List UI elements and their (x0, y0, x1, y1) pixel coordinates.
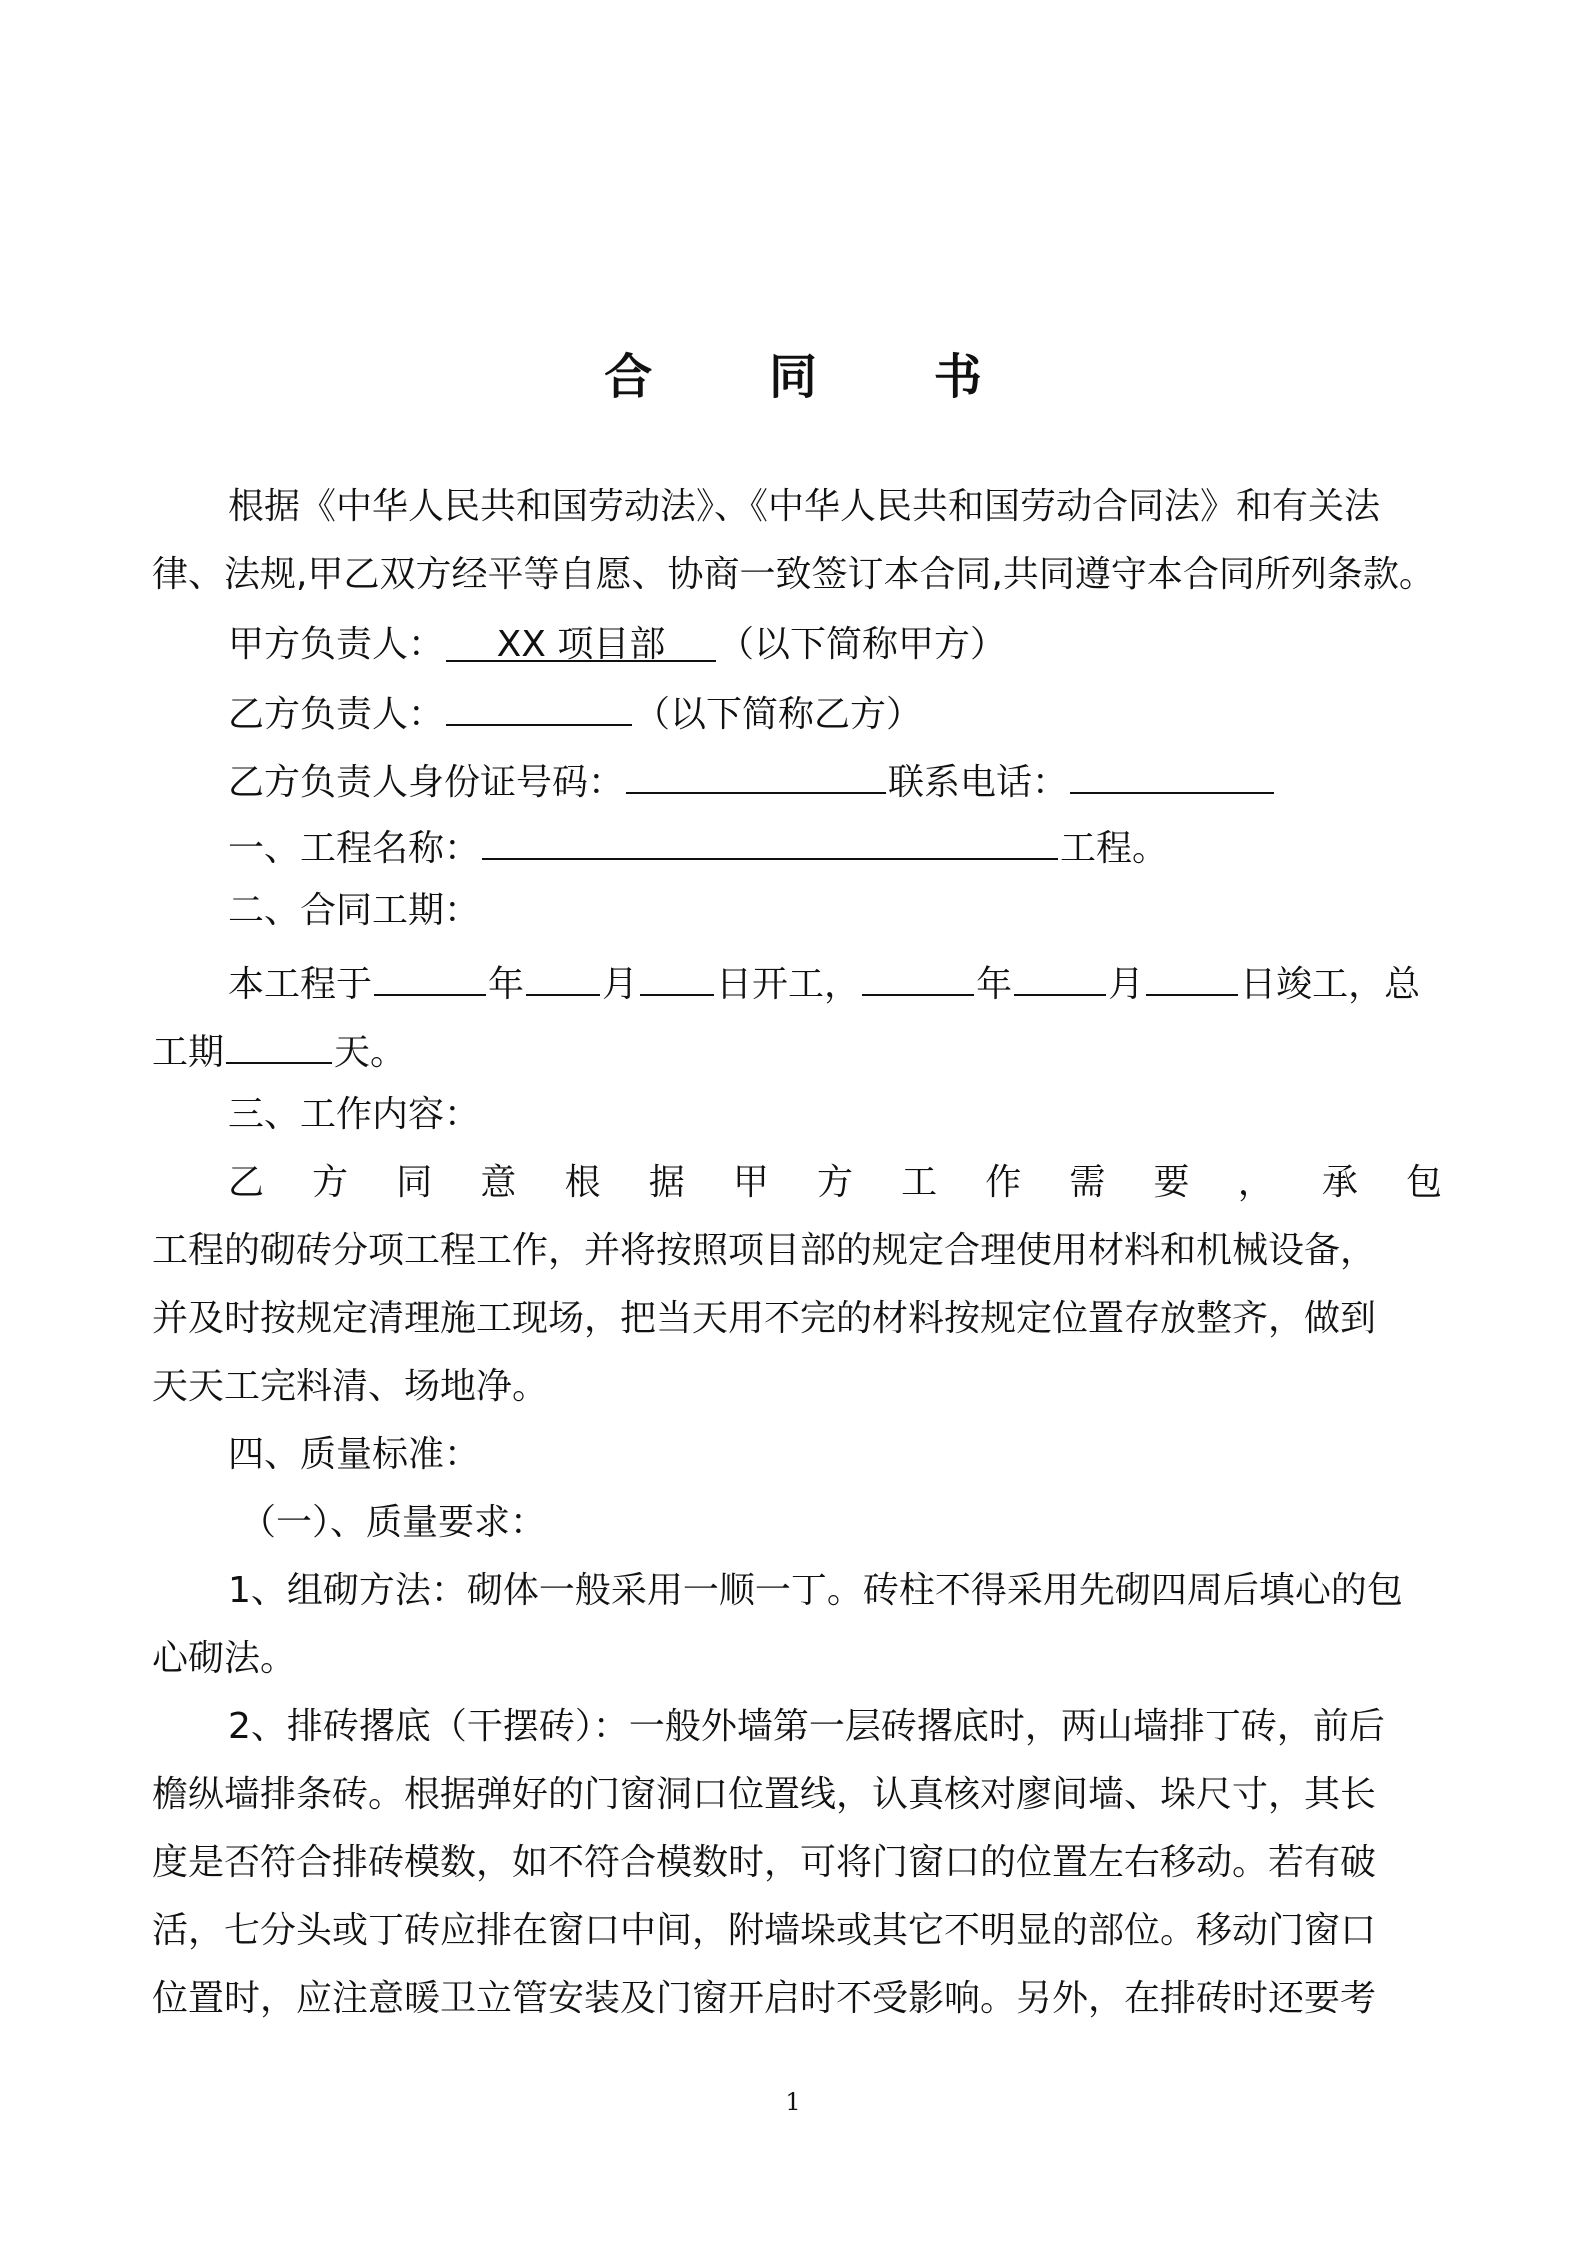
spread-char: 包 (1405, 1162, 1442, 1203)
month-label: 月 (602, 964, 639, 1005)
section-3-line-4: 天天工完料清、场地净。 (152, 1366, 549, 1407)
end-year-field[interactable] (862, 944, 974, 996)
intro-line-2: 律、法规,甲乙双方经平等自愿、协商一致签订本合同,共同遵守本合同所列条款。 (152, 554, 1435, 595)
item-2-line-3: 度是否符合排砖模数，如不符合模数时，可将门窗口的位置左右移动。若有破 (152, 1842, 1377, 1883)
section-1-line (228, 808, 1442, 878)
year-label: 年 (488, 964, 525, 1005)
spread-char: 要 (1153, 1162, 1190, 1203)
section-4-sub-1: （一）、质量要求： (240, 1502, 547, 1543)
party-b-label: 乙方负责人： (228, 694, 445, 735)
spread-char: 甲 (732, 1162, 769, 1203)
spread-char: 方 (312, 1162, 349, 1203)
party-b-note: （以下简称乙方） (634, 694, 923, 735)
spread-char: 工 (901, 1162, 938, 1203)
section-3-line-3: 并及时按规定清理施工现场，把当天用不完的材料按规定位置存放整齐，做到 (152, 1298, 1377, 1339)
spread-char: 乙 (228, 1162, 265, 1203)
intro-line-1: 根据《中华人民共和国劳动法》、《中华人民共和国劳动合同法》和有关法 (228, 486, 1381, 527)
spread-char: ， (1237, 1162, 1274, 1203)
item-1-line-1: 1、组砌方法：砌体一般采用一顺一丁。砖柱不得采用先砌四周后填心的包 (228, 1570, 1403, 1611)
year-label: 年 (976, 964, 1013, 1005)
phone-label: 联系电话： (888, 762, 1069, 803)
item-2-line-1: 2、排砖撂底（干摆砖）：一般外墙第一层砖撂底时，两山墙排丁砖，前后 (228, 1706, 1385, 1747)
section-1-label: 一、工程名称： (228, 828, 481, 869)
section-4-label: 四、质量标准： (228, 1434, 481, 1475)
party-b-value-field[interactable] (446, 674, 632, 726)
spread-char: 意 (480, 1162, 517, 1203)
start-month-field[interactable] (526, 944, 600, 996)
spread-char: 承 (1321, 1162, 1358, 1203)
section-3-line-2: 工程的砌砖分项工程工作，并将按照项目部的规定合理使用材料和机械设备， (152, 1230, 1377, 1271)
end-month-field[interactable] (1014, 944, 1106, 996)
spread-char: 方 (816, 1162, 853, 1203)
spread-char: 作 (985, 1162, 1022, 1203)
total-prefix: 工期 (152, 1032, 225, 1073)
project-name-field[interactable] (482, 808, 1058, 860)
spread-char: 需 (1069, 1162, 1106, 1203)
total-suffix: 天。 (334, 1032, 407, 1073)
spread-char: 据 (648, 1162, 685, 1203)
start-day-label: 日开工， (716, 964, 861, 1005)
party-a-line (228, 610, 1442, 680)
start-day-field[interactable] (640, 944, 714, 996)
item-2-line-5: 位置时，应注意暖卫立管安装及门窗开启时不受影响。另外，在排砖时还要考 (152, 1978, 1377, 2019)
section-3-line-1 (228, 1148, 1442, 1218)
party-a-value-field[interactable]: XX 项目部 (446, 610, 716, 662)
phone-field[interactable] (1070, 742, 1274, 794)
item-2-line-4: 活，七分头或丁砖应排在窗口中间，附墙垛或其它不明显的部位。移动门窗口 (152, 1910, 1377, 1951)
start-year-field[interactable] (374, 944, 486, 996)
end-day-field[interactable] (1146, 944, 1238, 996)
total-days-line (152, 1012, 1442, 1082)
section-2-label: 二、合同工期： (228, 890, 481, 931)
party-b-id-label: 乙方负责人身份证号码： (228, 762, 625, 803)
end-day-label: 日竣工，总 (1240, 964, 1421, 1005)
spread-char: 同 (396, 1162, 433, 1203)
item-2-line-2: 檐纵墙排条砖。根据弹好的门窗洞口位置线，认真核对廖间墙、垛尺寸，其长 (152, 1774, 1377, 1815)
party-a-note: （以下简称甲方） (718, 624, 1007, 665)
item-1-line-2: 心砌法。 (152, 1638, 297, 1679)
page-number: 1 (785, 2088, 801, 2116)
month-label: 月 (1108, 964, 1145, 1005)
party-b-id-line (228, 742, 1442, 812)
party-a-label: 甲方负责人： (228, 624, 445, 665)
section-3-label: 三、工作内容： (228, 1094, 481, 1135)
schedule-line (228, 944, 1442, 1014)
document-title: 合 同 书 (604, 349, 1032, 405)
section-1-suffix: 工程。 (1060, 828, 1169, 869)
party-b-line (228, 674, 1442, 744)
total-days-field[interactable] (226, 1012, 332, 1064)
party-b-id-field[interactable] (626, 742, 886, 794)
spread-char: 根 (564, 1162, 601, 1203)
schedule-start-text: 本工程于 (228, 964, 373, 1005)
